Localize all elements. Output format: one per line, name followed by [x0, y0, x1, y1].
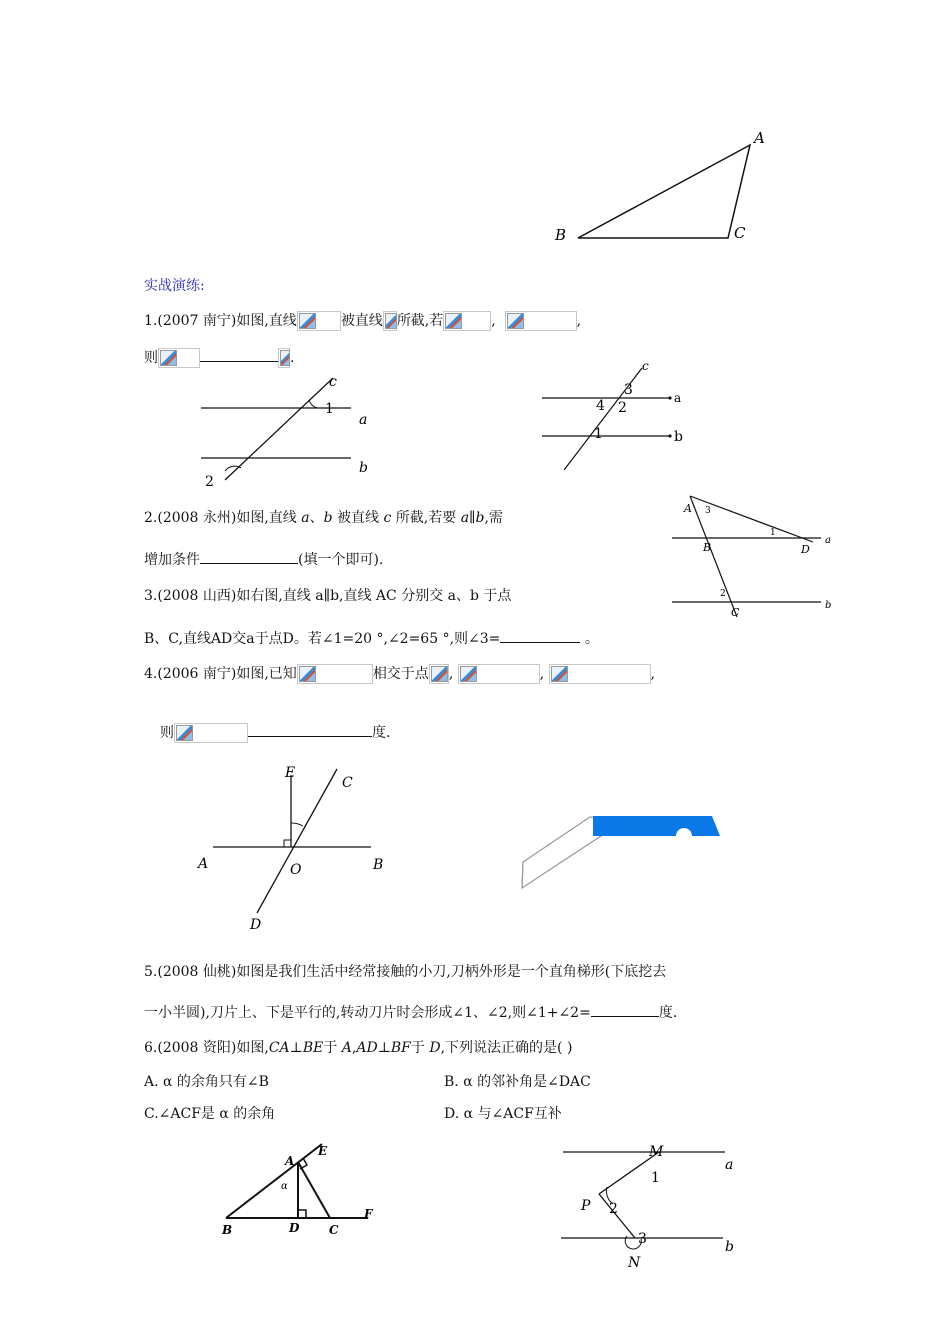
- question-3-line2: [144, 628, 599, 649]
- q1-mid2: 所截,若: [396, 313, 444, 329]
- q3-line2-end: 。: [580, 631, 599, 647]
- q1-end: .: [290, 350, 295, 366]
- q6-at2: 于: [410, 1040, 430, 1056]
- answer-blank[interactable]: [200, 347, 278, 362]
- formula-image: [443, 311, 491, 331]
- option-d[interactable]: D. α 与∠ACF互补: [444, 1106, 562, 1122]
- fig1a-label-1: 1: [325, 401, 334, 417]
- q2-sep: 、: [309, 510, 324, 526]
- q6-bf: BF: [390, 1040, 411, 1056]
- fig3-label-a-line: a: [825, 535, 831, 546]
- fig6-label-alpha: α: [281, 1181, 288, 1192]
- fig1b-label-a: a: [674, 391, 682, 405]
- fig4-label-e: E: [285, 765, 296, 781]
- q2-end: ,需: [484, 510, 503, 526]
- q6-stem-prefix: 6.(2008 资阳)如图,: [144, 1040, 269, 1056]
- fig7-label-3: 3: [638, 1231, 647, 1247]
- q2-line2-end: (填一个即可).: [298, 552, 384, 568]
- q4-comma2: ,: [539, 666, 545, 682]
- formula-image: [158, 348, 200, 368]
- q2-c: c: [383, 510, 392, 526]
- answer-blank[interactable]: [500, 628, 580, 643]
- fig7-label-1: 1: [651, 1170, 660, 1186]
- fig3-label-b-line: b: [825, 600, 832, 611]
- q2-mid: 被直线: [332, 510, 384, 526]
- fig4-label-d: D: [250, 917, 262, 933]
- q1-mid1: 被直线: [340, 313, 383, 329]
- figure-3: [665, 482, 845, 622]
- question-4-line1: [144, 664, 655, 684]
- q1-prefix: 1.(2007 南宁)如图,直线: [144, 313, 297, 329]
- q4-then: 则: [160, 725, 174, 741]
- fig3-label-b-pt: B: [703, 541, 712, 554]
- fig6-label-d: D: [289, 1221, 300, 1235]
- question-3-line1: 3.(2008 山西)如右图,直线 a∥b,直线 AC 分别交 a、b 于点: [144, 588, 512, 604]
- formula-image: [278, 348, 290, 368]
- fig3-label-3: 3: [705, 506, 711, 516]
- q2-prefix: 2.(2008 永州)如图,直线: [144, 510, 302, 526]
- q6-perp2: ⊥: [377, 1040, 391, 1056]
- fig6-label-a: A: [285, 1154, 295, 1168]
- question-1-line1: [144, 311, 581, 331]
- fig1b-label-3: 3: [624, 382, 633, 398]
- question-2-line2: [144, 549, 383, 570]
- q4-comma1: ,: [448, 666, 454, 682]
- figure-7: [555, 1140, 745, 1275]
- q2-mid2: 所截,若要: [391, 510, 461, 526]
- q5-line2-end: 度.: [658, 1005, 678, 1021]
- q1-comma2: ,: [576, 313, 582, 329]
- answer-blank[interactable]: [591, 1002, 659, 1017]
- fig6-label-f: F: [364, 1207, 373, 1221]
- q2-a: a: [301, 510, 310, 526]
- formula-image: [174, 723, 248, 743]
- fig6-label-b: B: [222, 1223, 233, 1237]
- triangle-label-a: A: [754, 129, 765, 147]
- fig6-label-e: E: [318, 1144, 328, 1158]
- question-1-line2: [144, 347, 294, 368]
- q1-then: 则: [144, 350, 158, 366]
- q6-be: BE: [302, 1040, 324, 1056]
- fig7-label-b: b: [725, 1239, 734, 1255]
- fig1b-label-2: 2: [618, 400, 627, 416]
- fig3-label-1: 1: [770, 528, 776, 538]
- q6-stem-end: ,下列说法正确的是( ): [440, 1040, 573, 1056]
- q3-line2-prefix: B、C,直线AD交a于点D。若∠1=20 °,∠2=65 °,则∠3=: [144, 631, 501, 647]
- formula-image: [505, 311, 577, 331]
- triangle-label-c: C: [734, 224, 746, 242]
- formula-image: [297, 311, 341, 331]
- triangle-label-b: B: [555, 226, 567, 244]
- formula-image: [549, 664, 651, 684]
- option-a[interactable]: A. α 的余角只有∠B: [144, 1074, 269, 1090]
- fig3-label-d-pt: D: [801, 543, 810, 556]
- question-6-stem: [144, 1038, 572, 1058]
- fig1b-label-c: c: [642, 359, 649, 373]
- fig1a-label-b: b: [359, 460, 368, 476]
- q4-prefix: 4.(2006 南宁)如图,已知: [144, 666, 297, 682]
- figure-1a: [195, 372, 385, 492]
- knife-figure: [518, 812, 723, 892]
- q6-perp1: ⊥: [289, 1040, 303, 1056]
- fig1a-label-c: c: [329, 374, 337, 390]
- fig7-label-a: a: [725, 1157, 734, 1173]
- option-c[interactable]: C.∠ACF是 α 的余角: [144, 1106, 276, 1122]
- answer-blank[interactable]: [200, 549, 298, 564]
- fig4-label-b: B: [373, 857, 384, 873]
- question-2-line1: [144, 508, 503, 528]
- figure-4: [195, 765, 395, 935]
- fig7-label-2: 2: [609, 1201, 618, 1217]
- q2-line2-prefix: 增加条件: [144, 552, 200, 568]
- q6-comma: ,: [351, 1040, 357, 1056]
- fig1b-label-b: b: [674, 429, 683, 445]
- fig1b-label-1: 1: [594, 426, 603, 442]
- figure-1b: [538, 359, 688, 474]
- q6-d-pt: D: [429, 1040, 441, 1056]
- question-5-line1: 5.(2008 仙桃)如图是我们生活中经常接触的小刀,刀柄外形是一个直角梯形(下底挖去: [144, 964, 667, 980]
- formula-image: [383, 311, 397, 331]
- fig7-label-n: N: [628, 1255, 641, 1271]
- figure-6: [218, 1138, 383, 1238]
- q1-comma1: ,: [491, 313, 496, 329]
- formula-image: [458, 664, 540, 684]
- q4-mid: 相交于点: [372, 666, 429, 682]
- fig4-label-c: C: [342, 775, 353, 791]
- q2-parallel: a∥b: [460, 510, 485, 526]
- fig6-label-c: C: [329, 1223, 339, 1237]
- fig1a-label-a: a: [359, 412, 368, 428]
- question-5-line2: [144, 1002, 677, 1023]
- fig4-label-a: A: [198, 856, 209, 872]
- q2-b: b: [323, 510, 333, 526]
- q6-ad: AD: [356, 1040, 378, 1056]
- fig7-label-p: P: [581, 1198, 591, 1214]
- section-title: 实战演练:: [144, 278, 205, 294]
- fig3-label-2: 2: [720, 589, 726, 599]
- q4-end: 度.: [372, 725, 391, 741]
- triangle-figure: [550, 125, 780, 250]
- q6-a-pt: A: [341, 1040, 352, 1056]
- q4-comma3: ,: [650, 666, 656, 682]
- fig3-label-c-pt: C: [731, 606, 740, 619]
- fig7-label-m: M: [649, 1144, 664, 1160]
- formula-image: [297, 664, 373, 684]
- q5-line2-prefix: 一小半圆),刀片上、下是平行的,转动刀片时会形成∠1、∠2,则∠1+∠2=: [144, 1005, 591, 1021]
- q6-ca: CA: [268, 1040, 290, 1056]
- formula-image: [429, 664, 449, 684]
- q6-at1: 于: [323, 1040, 342, 1056]
- fig1b-label-4: 4: [596, 398, 605, 414]
- fig1a-label-2: 2: [205, 474, 214, 490]
- option-b[interactable]: B. α 的邻补角是∠DAC: [444, 1074, 591, 1090]
- fig3-label-a-pt: A: [684, 502, 692, 515]
- question-4-line2: [160, 722, 390, 743]
- fig4-label-o: O: [290, 862, 302, 878]
- answer-blank[interactable]: [248, 722, 372, 737]
